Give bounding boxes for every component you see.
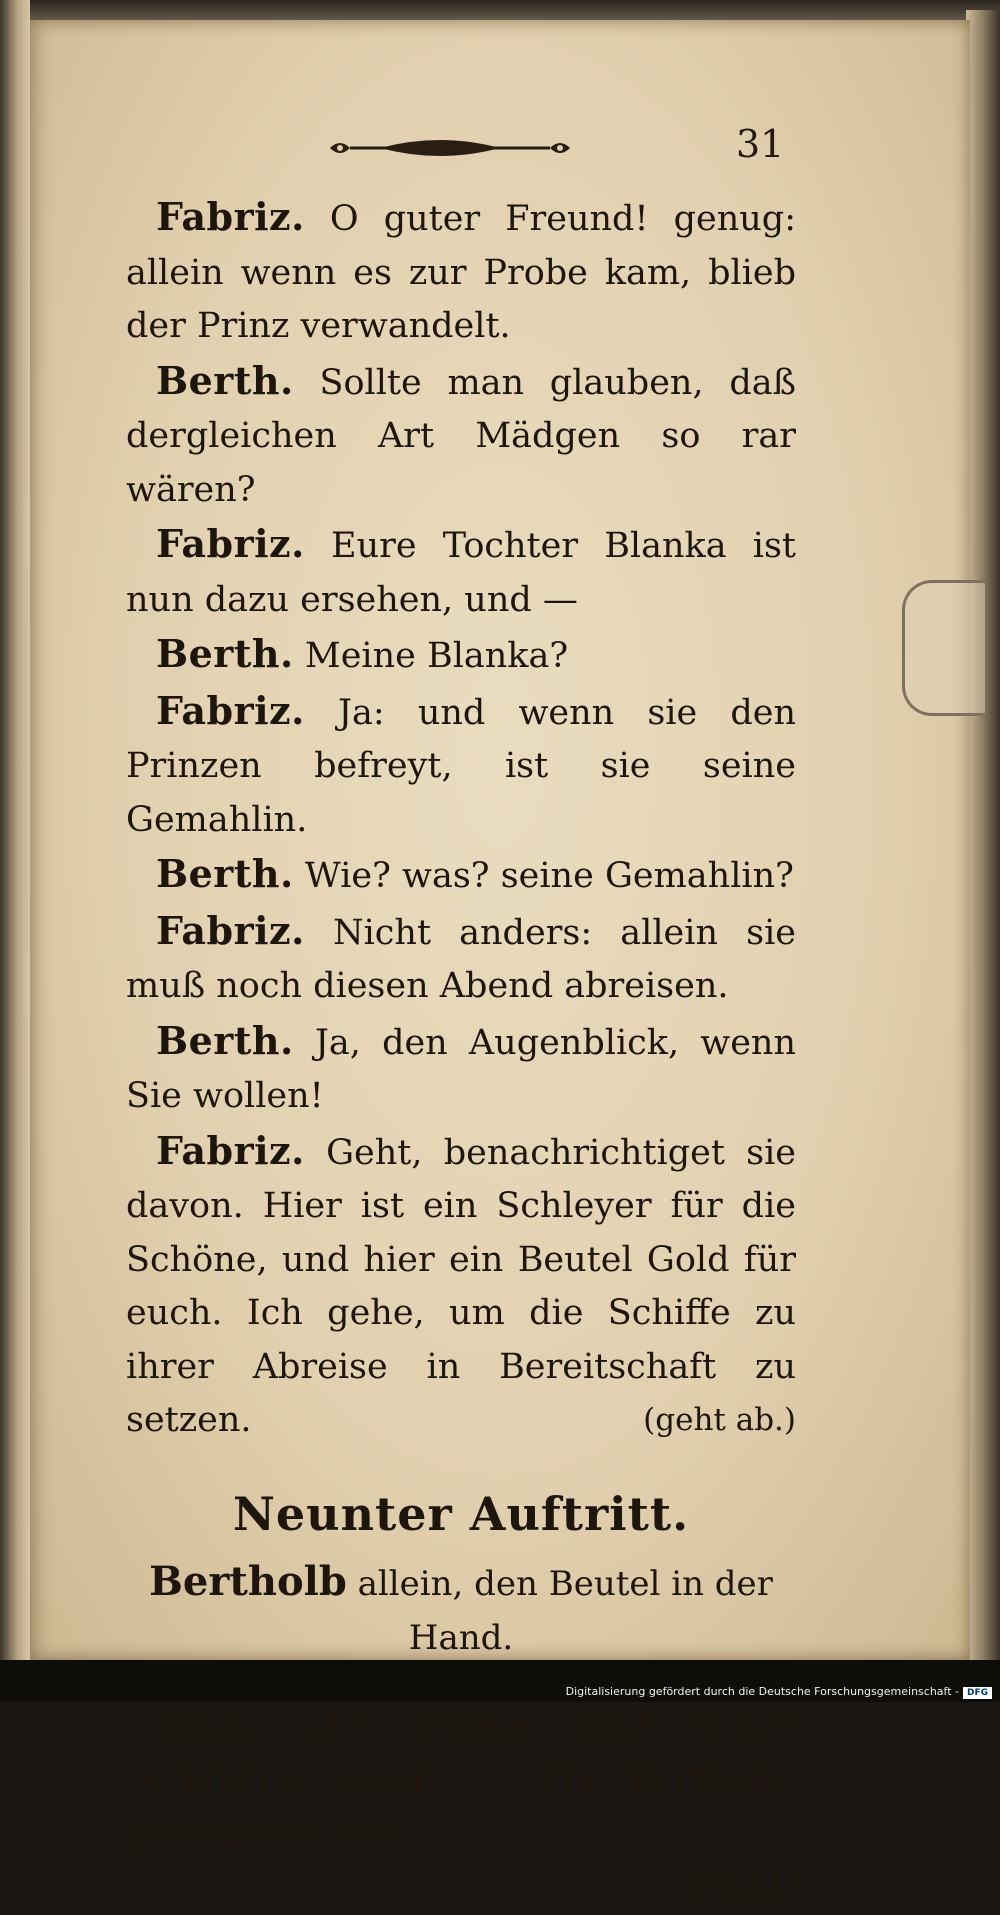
dfg-logo: DFG (963, 1687, 992, 1699)
page-text (126, 190, 796, 1915)
dialogue-line (126, 1124, 796, 1448)
speaker-name: Fabriz. (156, 688, 305, 733)
line-text: Wie? was? seine Gemahlin? (294, 856, 794, 896)
dialogue-line (126, 1014, 796, 1124)
dialogue-line (126, 847, 796, 904)
monologue-text: Wach ich? Träum ich? Gold? wirkliches Gold? — Ha Bertholb! glücklicher Ber- (126, 1701, 796, 1862)
book-spine-edge (0, 0, 30, 1660)
speaker-name: Fabriz. (156, 194, 305, 239)
speaker-name: Berth. (156, 358, 294, 403)
credit-text: Digitalisierung gefördert durch die Deutsche Forschungsgemeinschaft - (566, 1685, 959, 1698)
line-text: O guter Freund! genug: allein wenn es zur Probe kam, blieb der Prinz verwandelt. (126, 199, 796, 346)
line-text: Sollte man glauben, daß dergleichen Art Mädgen so rar wären? (126, 363, 796, 510)
stage-direction: (geht ab.) (613, 1394, 796, 1448)
dialogue-line (126, 904, 796, 1014)
dialogue-line (126, 517, 796, 627)
speaker-name: Berth. (156, 631, 294, 676)
scene-description (126, 1555, 796, 1665)
digitization-credit (566, 1685, 992, 1699)
line-text: Ja: und wenn sie den Prinzen befreyt, ist sie seine Gemahlin. (126, 693, 796, 840)
scene-description-text: allein, den Beutel in der Hand. (347, 1564, 773, 1658)
page-fore-edge (966, 10, 1000, 1660)
speaker-name: Fabriz. (156, 1128, 305, 1173)
speaker-name: Fabriz. (156, 521, 305, 566)
dialogue-line (126, 354, 796, 518)
scene-heading: Neunter Auftritt. (126, 1488, 796, 1542)
page-number: 31 (736, 122, 784, 166)
footer-band (0, 1660, 1000, 1702)
speaker-name: Fabriz. (156, 908, 305, 953)
dialogue-line (126, 627, 796, 684)
line-text: Eure Tochter Blanka ist nun dazu ersehen, und — (126, 526, 796, 620)
printer-ornament (320, 128, 580, 168)
monologue-last-line: thold! (126, 1862, 796, 1915)
speaker-name: Berth. (156, 1018, 294, 1063)
speaker-name: Berth. (156, 851, 294, 896)
line-text: Ja, den Augenblick, wenn Sie wollen! (126, 1023, 796, 1117)
scene-character: Bertholb (149, 1558, 347, 1605)
bookmark-tab (902, 580, 985, 716)
line-text: Geht, benachrichtiget sie davon. Hier ist ein Schleyer für die Schöne, und hier ein Beutel Gold für euch. Ich gehe, um die Schiffe zu ihrer Abreise in Bereitschaft zu setzen. (126, 1133, 796, 1441)
dialogue-line (126, 684, 796, 848)
line-text: Nicht anders: allein sie muß noch diesen Abend abreisen. (126, 913, 796, 1007)
dialogue-line (126, 190, 796, 354)
line-text: Meine Blanka? (294, 636, 568, 676)
